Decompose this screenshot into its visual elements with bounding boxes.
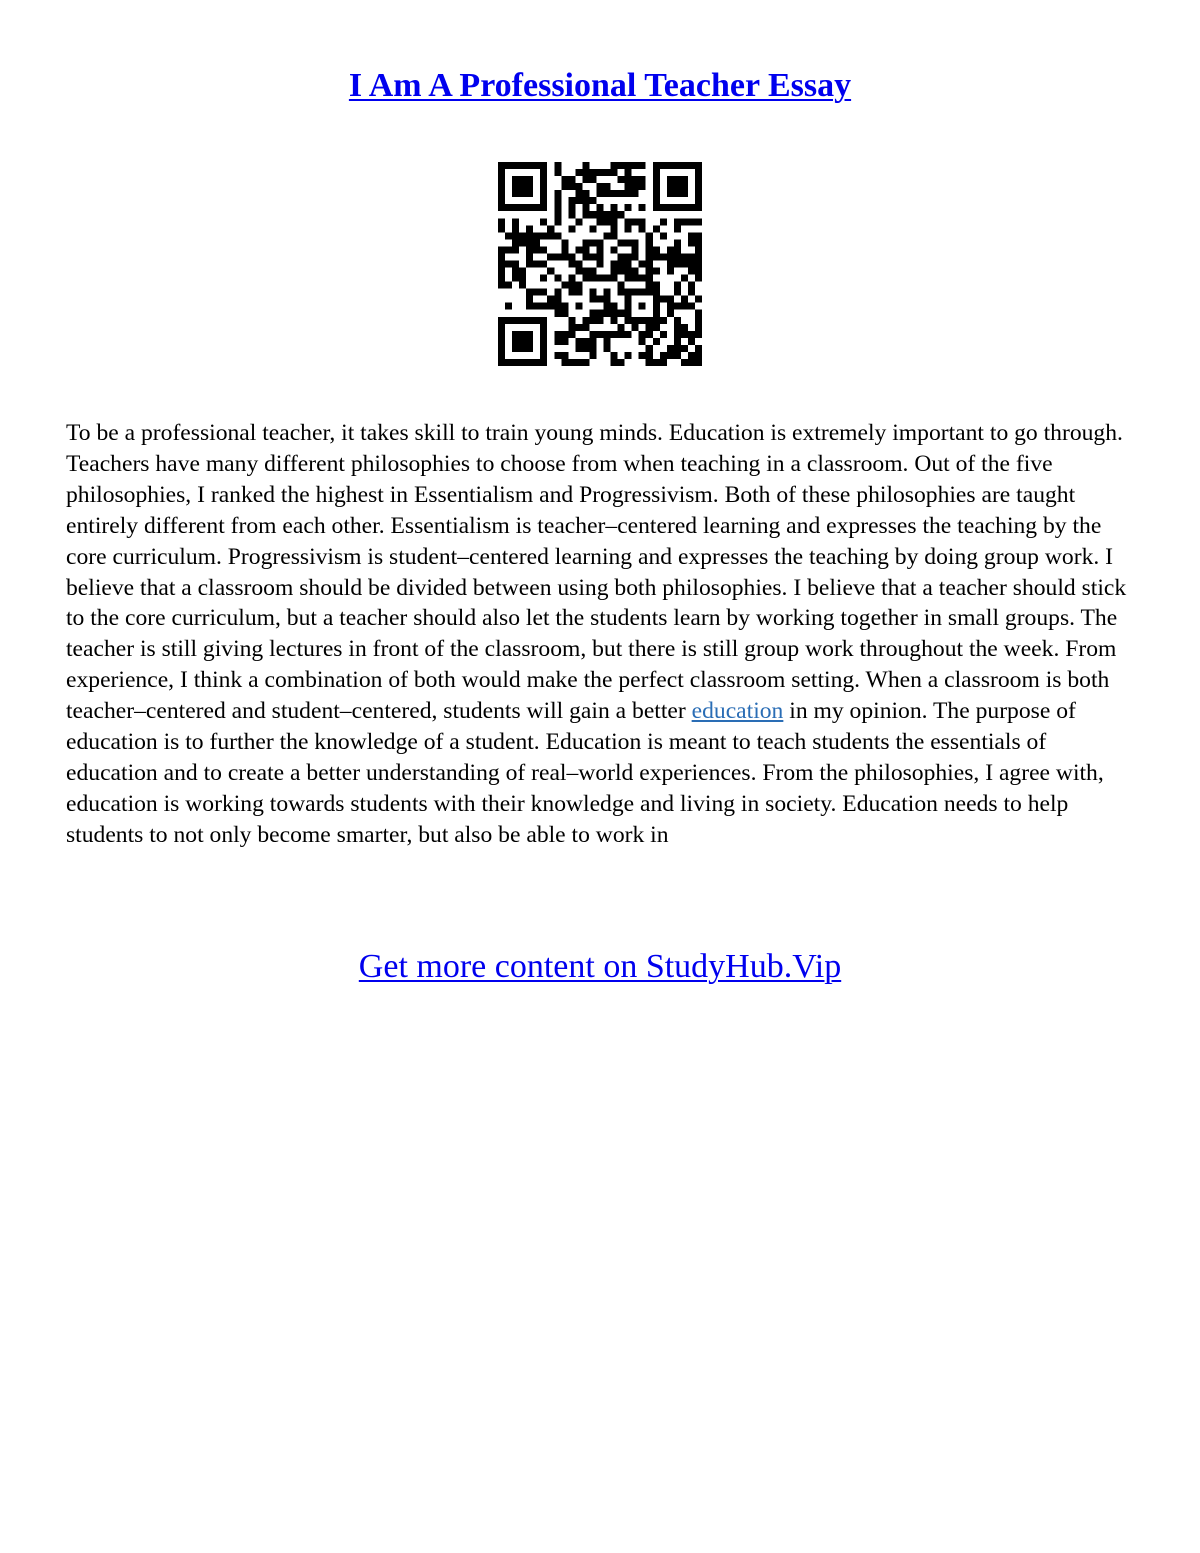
- qr-code-graphic: [498, 162, 702, 366]
- essay-text-part-1: To be a professional teacher, it takes skill to train young minds. Education is extremely important to go through. Teachers have many different philosophies to choose from when teaching in a classroom. Out of the five philosophies, I ranked the highest in Essentialism and Progressivism. Both of these philosophies are taught entirely different from each other. Essentialism is teacher–centered learning and expresses the teaching by the core curriculum. Progressivism is student–centered learning and expresses the teaching by doing group work. I believe that a classroom should be divided between using both philosophies. I believe that a teacher should stick to the core curriculum, but a teacher should also let the students learn by working together in small groups. The teacher is still giving lectures in front of the classroom, but there is still group work throughout the week. From experience, I think a combination of both would make the perfect classroom setting. When a classroom is both teacher–centered and student–centered, students will gain a better: [66, 420, 1127, 725]
- essay-text-part-2: in my opinion. The purpose of education is to further the knowledge of a student. Education is meant to teach students the essentials of education and to create a better understanding of real–world experiences. From the philosophies, I agree with, education is working towards students with their knowledge and living in society. Education needs to help students to not only become smarter, but also be able to work in: [66, 698, 1104, 848]
- education-link[interactable]: education: [691, 698, 784, 725]
- qr-code-icon: [498, 162, 702, 366]
- page-title: [0, 64, 1200, 108]
- studyhub-link[interactable]: Get more content on StudyHub.Vip: [358, 948, 842, 985]
- footer: [0, 945, 1200, 989]
- essay-body: [66, 418, 1136, 851]
- title-link[interactable]: I Am A Professional Teacher Essay: [348, 67, 852, 104]
